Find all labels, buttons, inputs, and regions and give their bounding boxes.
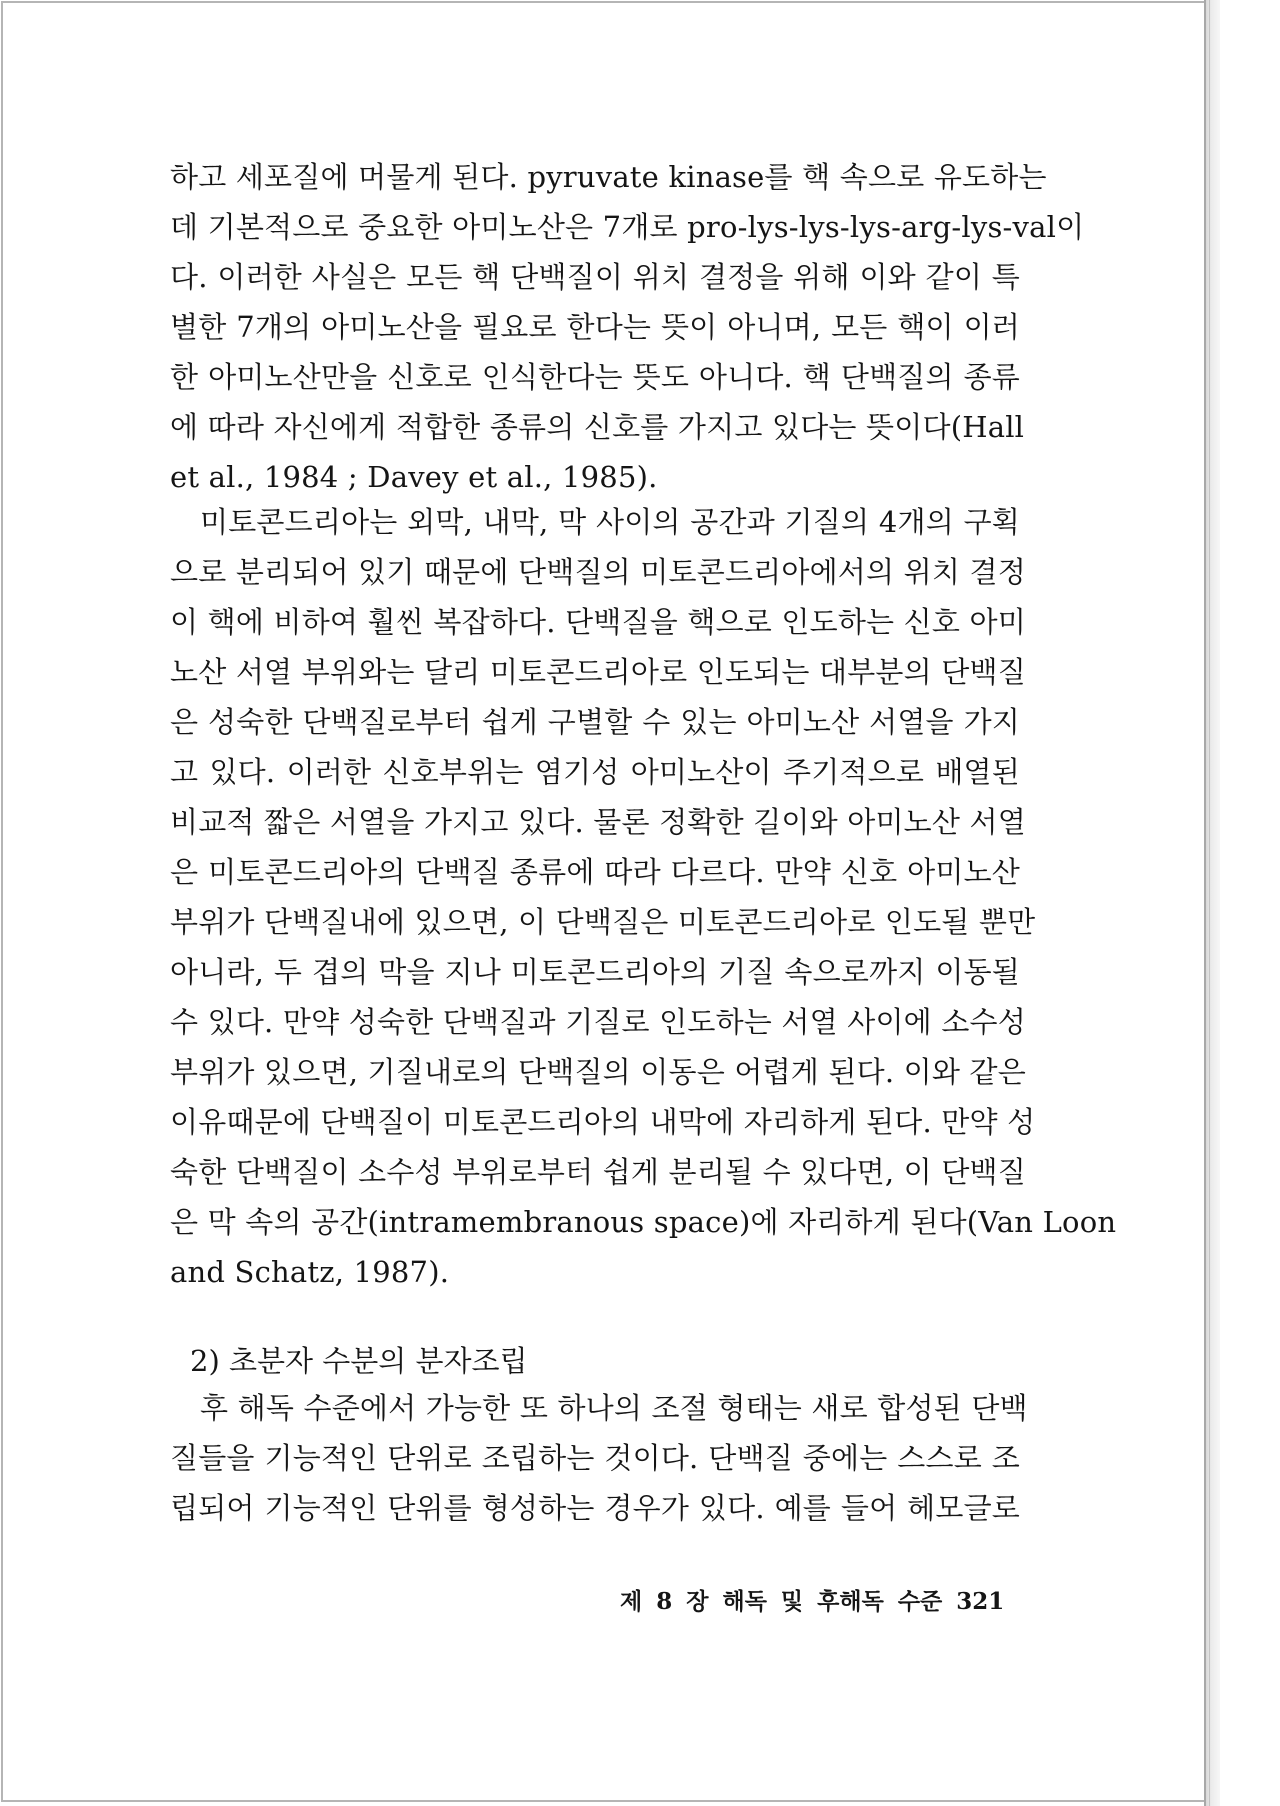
text-line: 비교적 짧은 서열을 가지고 있다. 물론 정확한 길이와 아미노산 서열 — [170, 805, 1026, 839]
text-line: 한 아미노산만을 신호로 인식한다는 뜻도 아니다. 핵 단백질의 종류 — [170, 360, 1020, 394]
text-line: 부위가 단백질내에 있으면, 이 단백질은 미토콘드리아로 인도될 뿐만 — [170, 905, 1036, 939]
text-line: 미토콘드리아는 외막, 내막, 막 사이의 공간과 기질의 4개의 구획 — [200, 505, 1020, 539]
text-line: 데 기본적으로 중요한 아미노산은 7개로 pro-lys-lys-lys-arg-lys-val이 — [170, 210, 1085, 244]
page-footer — [620, 1582, 1004, 1622]
text-line: 이 핵에 비하여 훨씬 복잡하다. 단백질을 핵으로 인도하는 신호 아미 — [170, 605, 1026, 639]
text-line: et al., 1984 ; Davey et al., 1985). — [170, 460, 658, 494]
text-line: 은 막 속의 공간(intramembranous space)에 자리하게 된다(Van Loon — [170, 1205, 1117, 1239]
chapter-label: 제 8 장 — [620, 1588, 709, 1615]
text-line: 부위가 있으면, 기질내로의 단백질의 이동은 어렵게 된다. 이와 같은 — [170, 1055, 1026, 1089]
text-line: 별한 7개의 아미노산을 필요로 한다는 뜻이 아니며, 모든 핵이 이러 — [170, 310, 1020, 344]
text-line: 다. 이러한 사실은 모든 핵 단백질이 위치 결정을 위해 이와 같이 특 — [170, 260, 1020, 294]
paragraph-2 — [170, 497, 1117, 1297]
text-line: 수 있다. 만약 성숙한 단백질과 기질로 인도하는 서열 사이에 소수성 — [170, 1005, 1026, 1039]
text-line: 은 미토콘드리아의 단백질 종류에 따라 다르다. 만약 신호 아미노산 — [170, 855, 1020, 889]
text-line: 후 해독 수준에서 가능한 또 하나의 조절 형태는 새로 합성된 단백 — [200, 1391, 1028, 1425]
text-line: 으로 분리되어 있기 때문에 단백질의 미토콘드리아에서의 위치 결정 — [170, 555, 1026, 589]
text-line: 숙한 단백질이 소수성 부위로부터 쉽게 분리될 수 있다면, 이 단백질 — [170, 1155, 1026, 1189]
paragraph-3 — [170, 1383, 1028, 1533]
text-line: and Schatz, 1987). — [170, 1255, 450, 1289]
section-heading: 2) 초분자 수분의 분자조립 — [190, 1344, 528, 1378]
text-line: 립되어 기능적인 단위를 형성하는 경우가 있다. 예를 들어 헤모글로 — [170, 1491, 1020, 1525]
text-line: 질들을 기능적인 단위로 조립하는 것이다. 단백질 중에는 스스로 조 — [170, 1441, 1020, 1475]
text-line: 에 따라 자신에게 적합한 종류의 신호를 가지고 있다는 뜻이다(Hall — [170, 410, 1025, 444]
text-line: 고 있다. 이러한 신호부위는 염기성 아미노산이 주기적으로 배열된 — [170, 755, 1020, 789]
paragraph-1 — [170, 152, 1085, 502]
text-line: 이유때문에 단백질이 미토콘드리아의 내막에 자리하게 된다. 만약 성 — [170, 1105, 1036, 1139]
page-edge — [1204, 0, 1220, 1806]
text-line: 노산 서열 부위와는 달리 미토콘드리아로 인도되는 대부분의 단백질 — [170, 655, 1026, 689]
page-number: 321 — [956, 1588, 1005, 1615]
chapter-title: 해독 및 후해독 수준 — [722, 1588, 943, 1615]
text-line: 은 성숙한 단백질로부터 쉽게 구별할 수 있는 아미노산 서열을 가지 — [170, 705, 1020, 739]
text-line: 아니라, 두 겹의 막을 지나 미토콘드리아의 기질 속으로까지 이동될 — [170, 955, 1020, 989]
text-line: 하고 세포질에 머물게 된다. pyruvate kinase를 핵 속으로 유도하는 — [170, 160, 1047, 194]
